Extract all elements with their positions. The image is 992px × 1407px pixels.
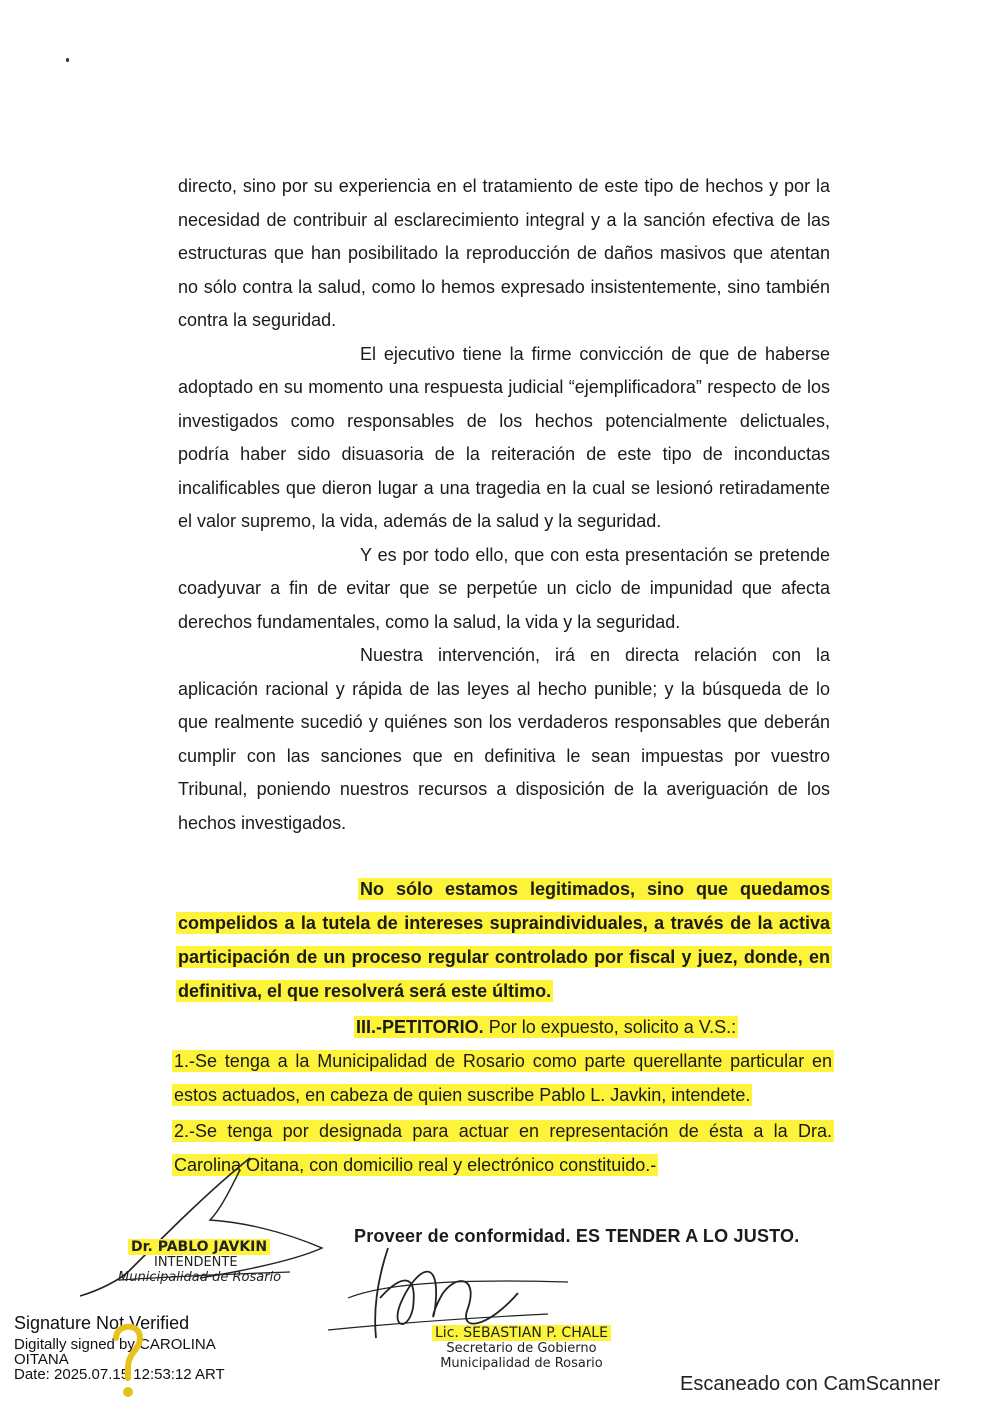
stamp-left-role: INTENDENTE	[154, 1255, 238, 1270]
stamp-left-muni: Municipalidad de Rosario	[118, 1270, 282, 1285]
signed-by-line-2: OITANA	[14, 1351, 69, 1368]
highlighted-block	[176, 872, 832, 1008]
paragraph-1: directo, sino por su experiencia en el tratamiento de este tipo de hechos y por la necesidad de contribuir al esclarecimiento integral y a la sanción efectiva de las estructuras que han posibilitado la reproducción de daños masivos que atentan no sólo contra la salud, como lo hemos expresado insistentemente, sino también contra la seguridad.	[178, 176, 830, 330]
signed-by-line-1: Digitally signed by CAROLINA	[14, 1336, 216, 1353]
signature-status: Signature Not Verified	[14, 1313, 190, 1333]
highlighted-paragraph: No sólo estamos legitimados, sino que quedamos compelidos a la tutela de intereses supraindividuales, a través de la activa participación de un proceso regular controlado por fiscal y juez, donde, en definitiva, el que resolverá será este último.	[178, 879, 830, 1001]
petitorio-title: III.-PETITORIO.	[356, 1017, 484, 1037]
scanner-footer: Escaneado con CamScanner	[680, 1373, 941, 1395]
stamp-left	[118, 1236, 282, 1285]
stamp-left-name: Dr. PABLO JAVKIN	[128, 1239, 270, 1255]
paragraph-4: Nuestra intervención, irá en directa relación con la aplicación racional y rápida de las leyes al hecho punible; y la búsqueda de lo que realmente sucedió y quiénes son los verdaderos responsables que deberán cumplir con las sanciones que en definitiva le sean impuestas por vuestro Tribunal, poniendo nuestros recursos a disposición de la averiguación de los hechos investigados.	[178, 645, 830, 833]
petitorio-intro: Por lo expuesto, solicito a V.S.:	[488, 1017, 737, 1037]
stamp-right-name: Lic. SEBASTIAN P. CHALE	[432, 1325, 611, 1341]
paragraph-3: Y es por todo ello, que con esta presentación se pretende coadyuvar a fin de evitar que se perpetúe un ciclo de impunidad que afecta derechos fundamentales, como la salud, la vida y la seguridad.	[178, 544, 830, 632]
signature-date: Date: 2025.07.15 12:53:12 ART	[14, 1366, 225, 1383]
petitorio-item-1	[172, 1044, 834, 1112]
paragraph-2: El ejecutivo tiene la firme convicción de que de haberse adoptado en su momento una respuesta judicial “ejemplificadora” respecto de los investigados como responsables de los hechos potencialmente delictuales, podría haber sido disuasoria de la reiteración de este tipo de inconductas incalificables que dieron lugar a una tragedia en la cual se lesionó retiradamente el valor supremo, la vida, además de la salud y la seguridad.	[178, 343, 830, 531]
scan-dot	[66, 58, 69, 62]
petitorio-heading	[354, 1010, 834, 1044]
petitorio-item-2-text: 2.-Se tenga por designada para actuar en representación de ésta a la Dra. Carolina Oitana, con domicilio real y electrónico constituido.-	[174, 1121, 832, 1175]
stamp-right	[432, 1322, 611, 1371]
petitorio-item-1-text: 1.-Se tenga a la Municipalidad de Rosario como parte querellante particular en estos actuados, en cabeza de quien suscribe Pablo L. Javkin, intendete.	[174, 1051, 832, 1105]
body-text	[178, 170, 830, 840]
closing-line: Proveer de conformidad. ES TENDER A LO JUSTO.	[354, 1226, 800, 1246]
question-mark-icon	[112, 1318, 144, 1404]
stamp-right-role: Secretario de Gobierno	[446, 1341, 597, 1356]
stamp-right-muni: Municipalidad de Rosario	[440, 1356, 603, 1371]
